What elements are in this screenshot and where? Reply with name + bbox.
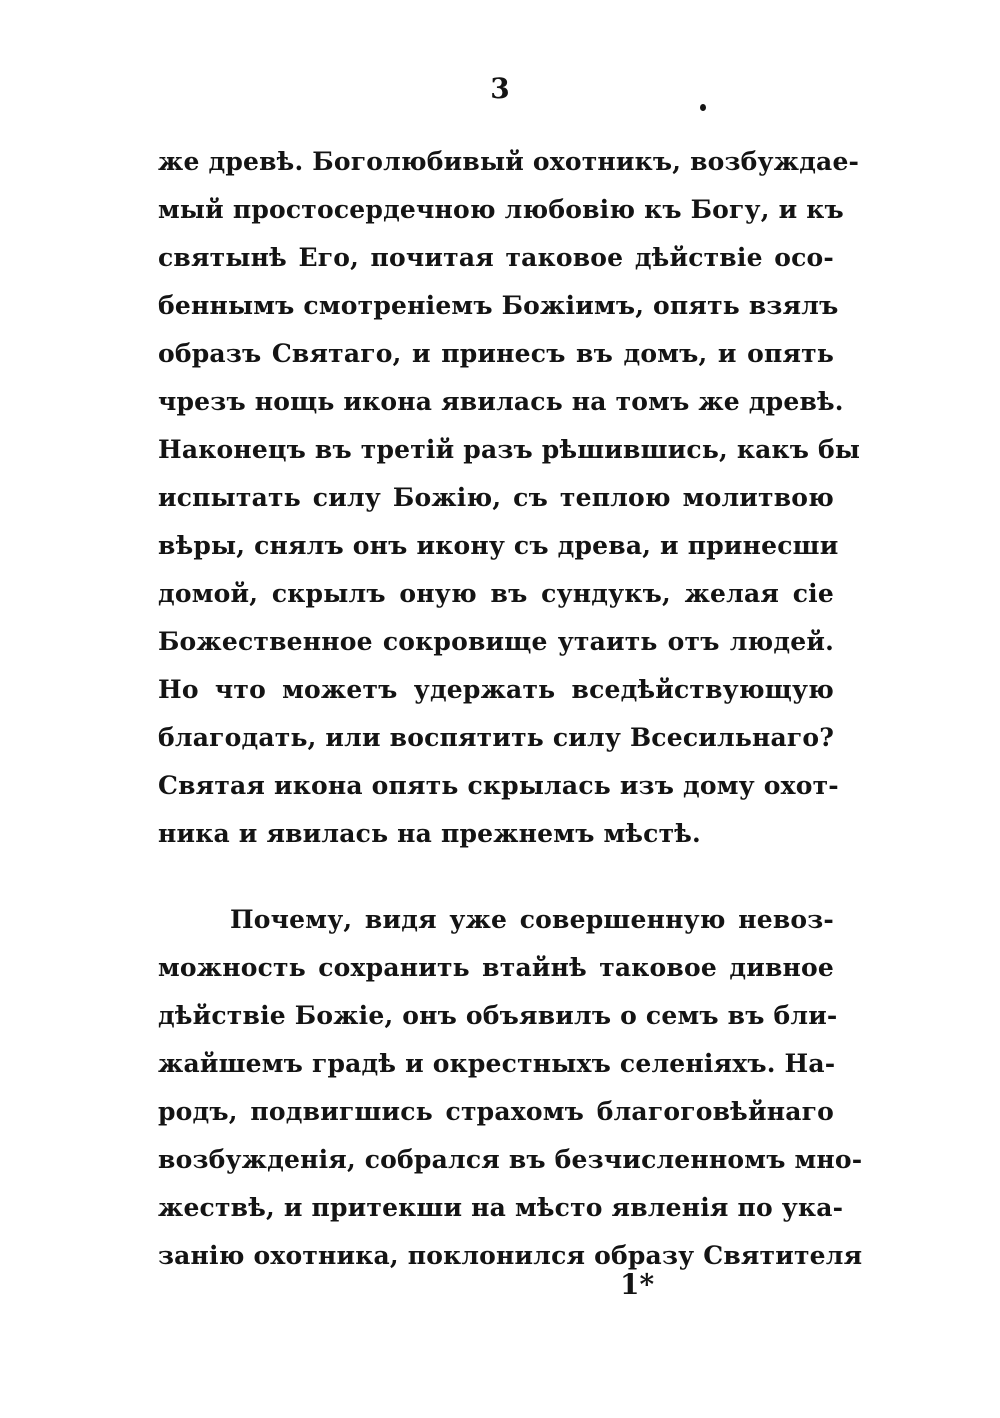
text-line: Божественное сокровище утаить отъ людей.	[158, 627, 834, 656]
text-line: жайшемъ градѣ и окрестныхъ селеніяхъ. На-	[158, 1049, 836, 1078]
text-line: образъ Святаго, и принесъ въ домъ, и опять	[158, 339, 834, 368]
text-line: возбужденія, собрался въ безчисленномъ мно-	[158, 1145, 863, 1174]
text-line: же древѣ. Боголюбивый охотникъ, возбуждае-	[158, 147, 860, 176]
text-line: занію охотника, поклонился образу Святителя	[158, 1241, 863, 1270]
signature-mark: 1*	[620, 1268, 655, 1301]
text-line: жествѣ, и притекши на мѣсто явленія по ука-	[158, 1193, 844, 1222]
text-line: Наконецъ въ третій разъ рѣшившись, какъ бы	[158, 435, 861, 464]
ink-speck	[700, 104, 706, 111]
page-number: 3	[490, 72, 510, 105]
paragraph-2	[158, 896, 863, 1280]
text-line: беннымъ смотреніемъ Божіимъ, опять взялъ	[158, 291, 839, 320]
text-line: дѣйствіе Божіе, онъ объявилъ о семъ въ бли-	[158, 1001, 838, 1030]
text-line: испытать силу Божію, съ теплою молитвою	[158, 483, 834, 512]
text-line: Святая икона опять скрылась изъ дому охот-	[158, 771, 839, 800]
text-line: мый простосердечною любовію къ Богу, и къ	[158, 195, 844, 224]
text-line: святынѣ Его, почитая таковое дѣйствіе осо-	[158, 243, 834, 272]
text-line: вѣры, снялъ онъ икону съ древа, и принесши	[158, 531, 839, 560]
text-line: можность сохранить втайнѣ таковое дивное	[158, 953, 834, 982]
text-line: благодать, или воспятить силу Всесильнаго?	[158, 723, 835, 752]
text-line: чрезъ нощь икона явилась на томъ же древѣ.	[158, 387, 844, 416]
text-line: Почему, видя уже совершенную невоз-	[230, 905, 834, 934]
paragraph-1	[158, 138, 861, 858]
text-line: Но что можетъ удержать вседѣйствующую	[158, 675, 834, 704]
text-line: домой, скрылъ оную въ сундукъ, желая сіе	[158, 579, 834, 608]
text-line: ника и явилась на прежнемъ мѣстѣ.	[158, 819, 701, 848]
text-line: родъ, подвигшись страхомъ благоговѣйнаго	[158, 1097, 834, 1126]
